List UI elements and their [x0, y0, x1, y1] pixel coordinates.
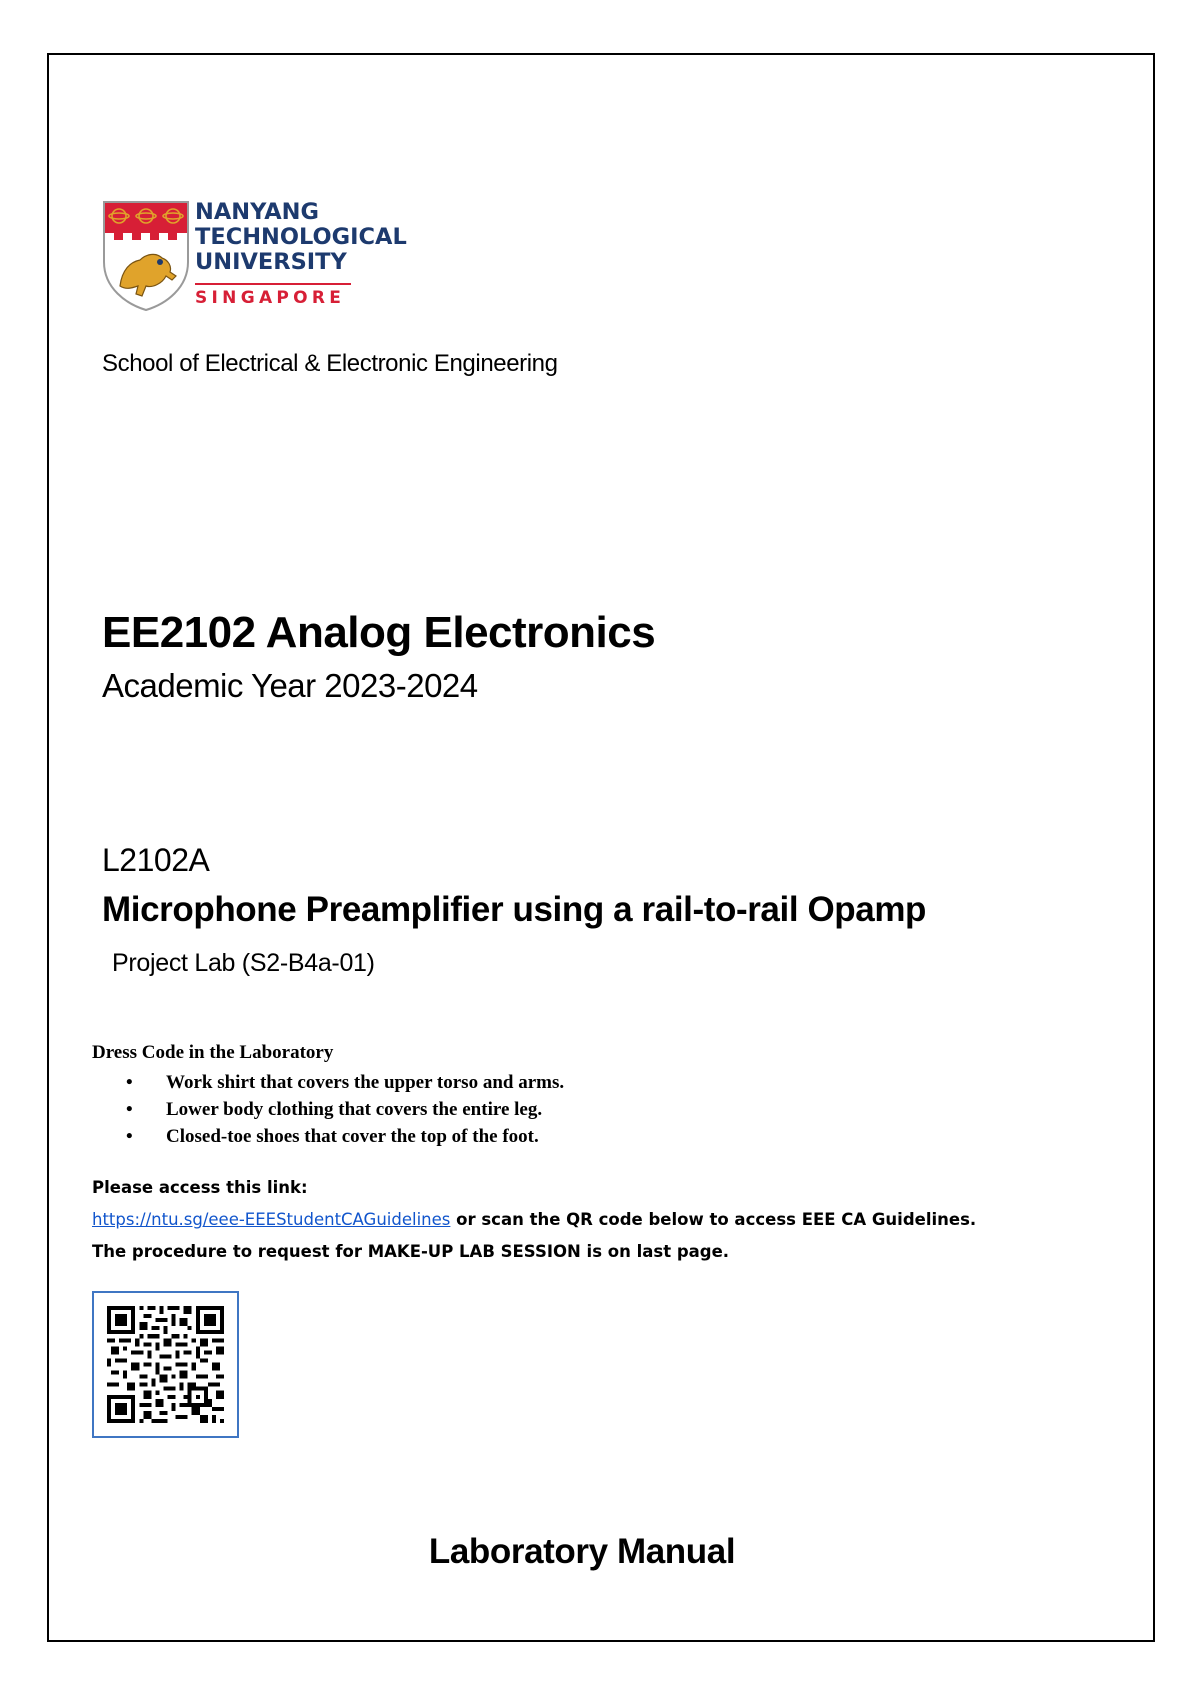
- school-name: School of Electrical & Electronic Engineering: [102, 350, 558, 377]
- qr-code-icon: [107, 1306, 224, 1423]
- academic-year: Academic Year 2023-2024: [102, 667, 478, 704]
- guidelines-text: or scan the QR code below to access EEE CA Guidelines.: [450, 1210, 977, 1229]
- document-footer-title: Laboratory Manual: [428, 1532, 736, 1571]
- ntu-wordmark: [195, 199, 407, 308]
- logo-line-1: NANYANG: [195, 199, 319, 225]
- logo-subline: SINGAPORE: [195, 288, 346, 308]
- logo-line-2: TECHNOLOGICAL: [195, 224, 407, 250]
- list-item: • Lower body clothing that covers the entire leg.: [122, 1096, 564, 1123]
- ntu-logo: [102, 200, 422, 312]
- dress-code-list: [122, 1069, 564, 1150]
- list-item: • Work shirt that covers the upper torso and arms.: [122, 1069, 564, 1096]
- course-title: EE2102 Analog Electronics: [102, 608, 656, 657]
- guidelines-link[interactable]: https://ntu.sg/eee-EEEStudentCAGuidelines: [92, 1210, 451, 1229]
- lab-location: Project Lab (S2-B4a-01): [112, 949, 375, 977]
- access-heading: Please access this link:: [92, 1178, 308, 1197]
- guidelines-line: [92, 1210, 976, 1229]
- dress-code-title: Dress Code in the Laboratory: [92, 1042, 334, 1063]
- list-item: • Closed-toe shoes that cover the top of the foot.: [122, 1123, 564, 1150]
- ntu-crest-icon: [102, 200, 190, 312]
- makeup-procedure-note: The procedure to request for MAKE-UP LAB SESSION is on last page.: [92, 1242, 730, 1261]
- lab-title: Microphone Preamplifier using a rail-to-rail Opamp: [102, 890, 927, 929]
- qr-code[interactable]: [92, 1291, 239, 1438]
- logo-line-3: UNIVERSITY: [195, 249, 347, 275]
- logo-divider: [195, 283, 351, 285]
- lab-code: L2102A: [102, 842, 210, 878]
